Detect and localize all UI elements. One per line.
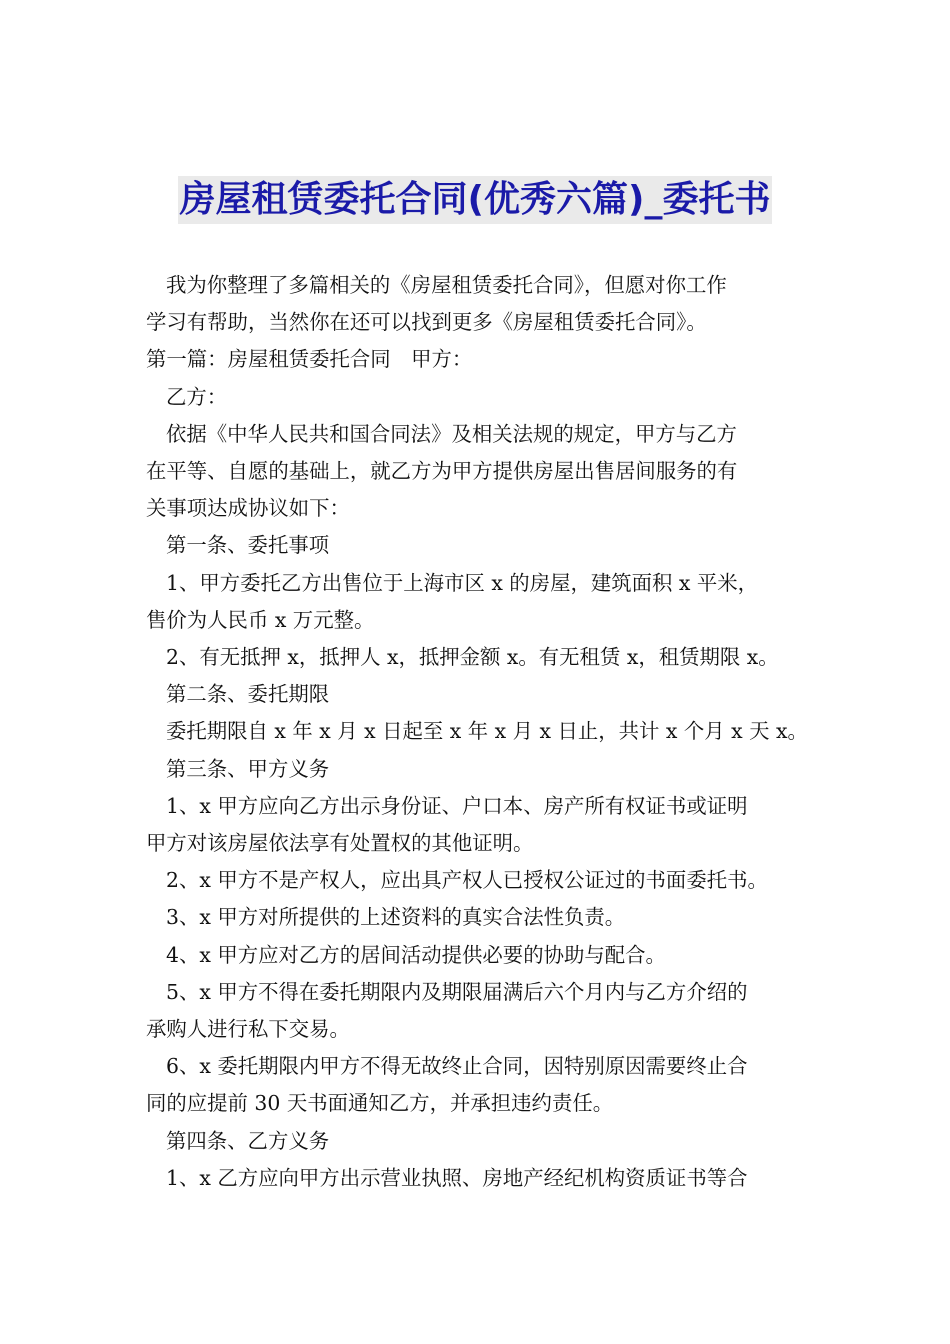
- body-line: 同的应提前 30 天书面通知乙方，并承担违约责任。: [146, 1091, 614, 1116]
- body-line: 1、甲方委托乙方出售位于上海市区 x 的房屋，建筑面积 x 平米，: [166, 570, 759, 595]
- body-line: 承购人进行私下交易。: [146, 1017, 350, 1042]
- body-line: 我为你整理了多篇相关的《房屋租赁委托合同》，但愿对你工作: [166, 273, 727, 297]
- body-line: 甲方对该房屋依法享有处置权的其他证明。: [146, 831, 534, 856]
- body-line: 委托期限自 x 年 x 月 x 日起至 x 年 x 月 x 日止，共计 x 个月 x 天 x。: [166, 719, 808, 744]
- body-line: 1、x 甲方应向乙方出示身份证、户口本、房产所有权证书或证明: [166, 793, 748, 818]
- body-line: 售价为人民币 x 万元整。: [146, 607, 375, 632]
- body-line: 关事项达成协议如下：: [146, 496, 350, 521]
- body-line: 在平等、自愿的基础上，就乙方为甲方提供房屋出售居间服务的有: [146, 459, 738, 484]
- body-line: 第三条、甲方义务: [166, 756, 330, 781]
- body-line: 3、x 甲方对所提供的上述资料的真实合法性负责。: [166, 905, 626, 930]
- body-line: 6、x 委托期限内甲方不得无故终止合同，因特别原因需要终止合: [166, 1054, 748, 1079]
- body-line: 1、x 乙方应向甲方出示营业执照、房地产经纪机构资质证书等合: [166, 1165, 748, 1190]
- body-line: 2、有无抵押 x，抵押人 x，抵押金额 x。有无租赁 x，租赁期限 x。: [166, 645, 779, 670]
- document-body: [146, 267, 808, 1197]
- body-line: 第四条、乙方义务: [166, 1128, 330, 1153]
- body-line: 依据《中华人民共和国合同法》及相关法规的规定，甲方与乙方: [166, 421, 737, 446]
- body-line: 第一篇：房屋租赁委托合同 甲方：: [146, 347, 473, 372]
- body-line: 学习有帮助，当然你在还可以找到更多《房屋租赁委托合同》。: [146, 310, 707, 335]
- title-container: [0, 176, 950, 224]
- body-line: 乙方：: [166, 384, 228, 409]
- body-line: 第二条、委托期限: [166, 682, 330, 707]
- document-title: 房屋租赁委托合同(优秀六篇)_委托书: [178, 176, 773, 224]
- body-line: 2、x 甲方不是产权人，应出具产权人已授权公证过的书面委托书。: [166, 868, 768, 893]
- body-line: 5、x 甲方不得在委托期限内及期限届满后六个月内与乙方介绍的: [166, 979, 748, 1004]
- body-line: 4、x 甲方应对乙方的居间活动提供必要的协助与配合。: [166, 942, 666, 967]
- body-line: 第一条、委托事项: [166, 533, 330, 558]
